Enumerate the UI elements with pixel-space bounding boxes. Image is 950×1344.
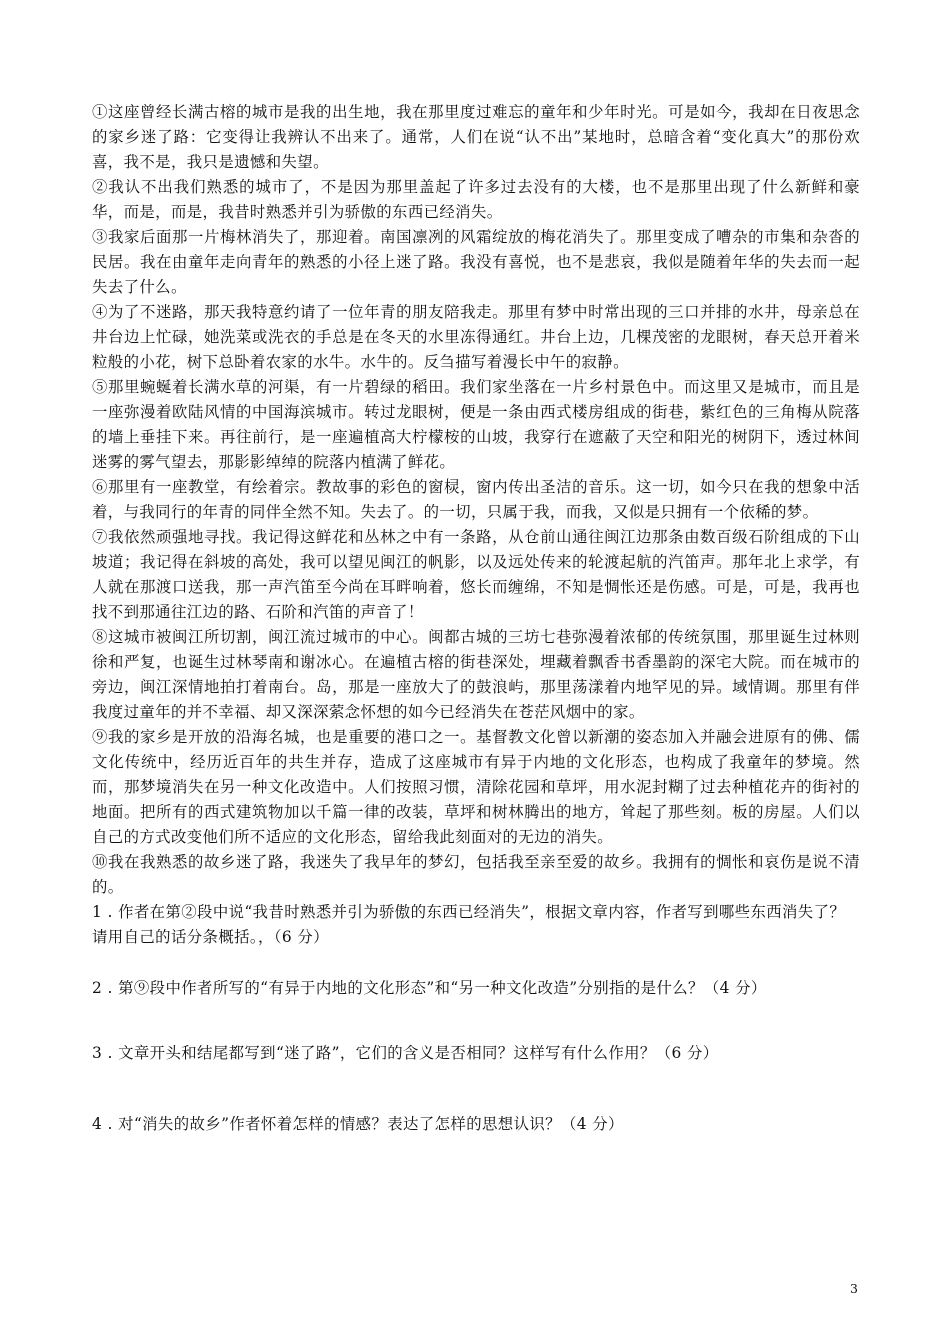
paragraph-2: ②我认不出我们熟悉的城市了，不是因为那里盖起了许多过去没有的大楼，也不是那里出现了什么新鲜和豪华，而是，而是，我昔时熟悉并引为骄傲的东西已经消失。 <box>92 178 860 221</box>
paragraph-7: ⑦我依然顽强地寻找。我记得这鲜花和丛林之中有一条路，从仓前山通往闽江边那条由数百级石阶组成的下山坡道；我记得在斜坡的高处，我可以望见闽江的帆影，以及远处传来的轮渡起航的汽笛声。那年北上求学，有人就在那渡口送我，那一声汽笛至今尚在耳畔响着，悠长而缠绵，不知是惆怅还是伤感。可是，可是，我再也找不到那通往江边的路、石阶和汽笛的声音了！ <box>92 528 860 621</box>
page-number: 3 <box>850 1281 858 1296</box>
question-3: 3 . 文章开头和结尾都写到“迷了路”，它们的含义是否相同？这样写有什么作用？（6 分） <box>92 1044 719 1062</box>
paragraph-8: ⑧这城市被闽江所切割，闽江流过城市的中心。闽都古城的三坊七巷弥漫着浓郁的传统氛围，那里诞生过林则徐和严复，也诞生过林琴南和谢冰心。在遍植古榕的街巷深处，埋藏着飘香书香墨韵的深宅大院。而在城市的旁边，闽江深情地拍打着南台。岛，那是一座放大了的鼓浪屿，那里荡漾着内地罕见的异。域情调。那里有伴我度过童年的并不幸福、却又深深萦念怀想的如今已经消失在苍茫风烟中的家。 <box>92 628 860 721</box>
answer-space <box>92 1001 860 1041</box>
document-body <box>92 100 860 1137</box>
answer-space <box>92 950 860 976</box>
paragraph-4: ④为了不迷路，那天我特意约请了一位年青的朋友陪我走。那里有梦中时常出现的三口并排的水井，母亲总在井台边上忙碌，她洗菜或洗衣的手总是在冬天的水里冻得通红。井台上边，几棵茂密的龙眼树，春天总开着米粒般的小花，树下总卧着农家的水牛。水牛的。反刍描写着漫长中午的寂静。 <box>92 303 860 371</box>
question-4: 4 . 对“消失的故乡”作者怀着怎样的情感？表达了怎样的思想认识？（4 分） <box>92 1115 624 1133</box>
answer-space <box>92 1066 860 1112</box>
paragraph-1: ①这座曾经长满古榕的城市是我的出生地，我在那里度过难忘的童年和少年时光。可是如今，我却在日夜思念的家乡迷了路：它变得让我辨认不出来了。通常，人们在说“认不出”某地时，总暗含着“变化真大”的那份欢喜，我不是，我只是遗憾和失望。 <box>92 103 860 171</box>
paragraph-3: ③我家后面那一片梅林消失了，那迎着。南国凛冽的风霜绽放的梅花消失了。那里变成了嘈杂的市集和杂沓的民居。我在由童年走向青年的熟悉的小径上迷了路。我没有喜悦，也不是悲哀，我似是随着年华的失去而一起失去了什么。 <box>92 228 860 296</box>
question-1: 1 . 作者在第②段中说“我昔时熟悉并引为骄傲的东西已经消失”，根据文章内容，作者写到哪些东西消失了？请用自己的话分条概括。，（6 分） <box>92 903 846 946</box>
question-2: 2 . 第⑨段中作者所写的“有异于内地的文化形态”和“另一种文化改造”分别指的是什么？（4 分） <box>92 979 767 997</box>
paragraph-6: ⑥那里有一座教堂，有绘着宗。教故事的彩色的窗棂，窗内传出圣洁的音乐。这一切，如今只在我的想象中活着，与我同行的年青的同伴全然不知。失去了。的一切，只属于我，而我，又似是只拥有一个依稀的梦。 <box>92 478 860 521</box>
paragraph-10: ⑩我在我熟悉的故乡迷了路，我迷失了我早年的梦幻，包括我至亲至爱的故乡。我拥有的惆怅和哀伤是说不清的。 <box>92 853 860 896</box>
paragraph-9: ⑨我的家乡是开放的沿海名城，也是重要的港口之一。基督教文化曾以新潮的姿态加入并融会进原有的佛、儒文化传统中，经历近百年的共生并存，造成了这座城市有异于内地的文化形态，也构成了我童年的梦境。然而，那梦境消失在另一种文化改造中。人们按照习惯，清除花园和草坪，用水泥封糊了过去种植花卉的街衬的地面。把所有的西式建筑物加以千篇一律的改装，草坪和树林腾出的地方，耸起了那些刻。板的房屋。人们以自己的方式改变他们所不适应的文化形态，留给我此刻面对的无边的消失。 <box>92 728 860 846</box>
paragraph-5: ⑤那里蜿蜒着长满水草的河渠，有一片碧绿的稻田。我们家坐落在一片乡村景色中。而这里又是城市，而且是一座弥漫着欧陆风情的中国海滨城市。转过龙眼树，便是一条由西式楼房组成的街巷，紫红色的三角梅从院落的墙上垂挂下来。再往前行，是一座遍植高大柠檬桉的山坡，我穿行在遮蔽了天空和阳光的树阴下，透过林间迷雾的雾气望去，那影影绰绰的院落内植满了鲜花。 <box>92 378 860 471</box>
